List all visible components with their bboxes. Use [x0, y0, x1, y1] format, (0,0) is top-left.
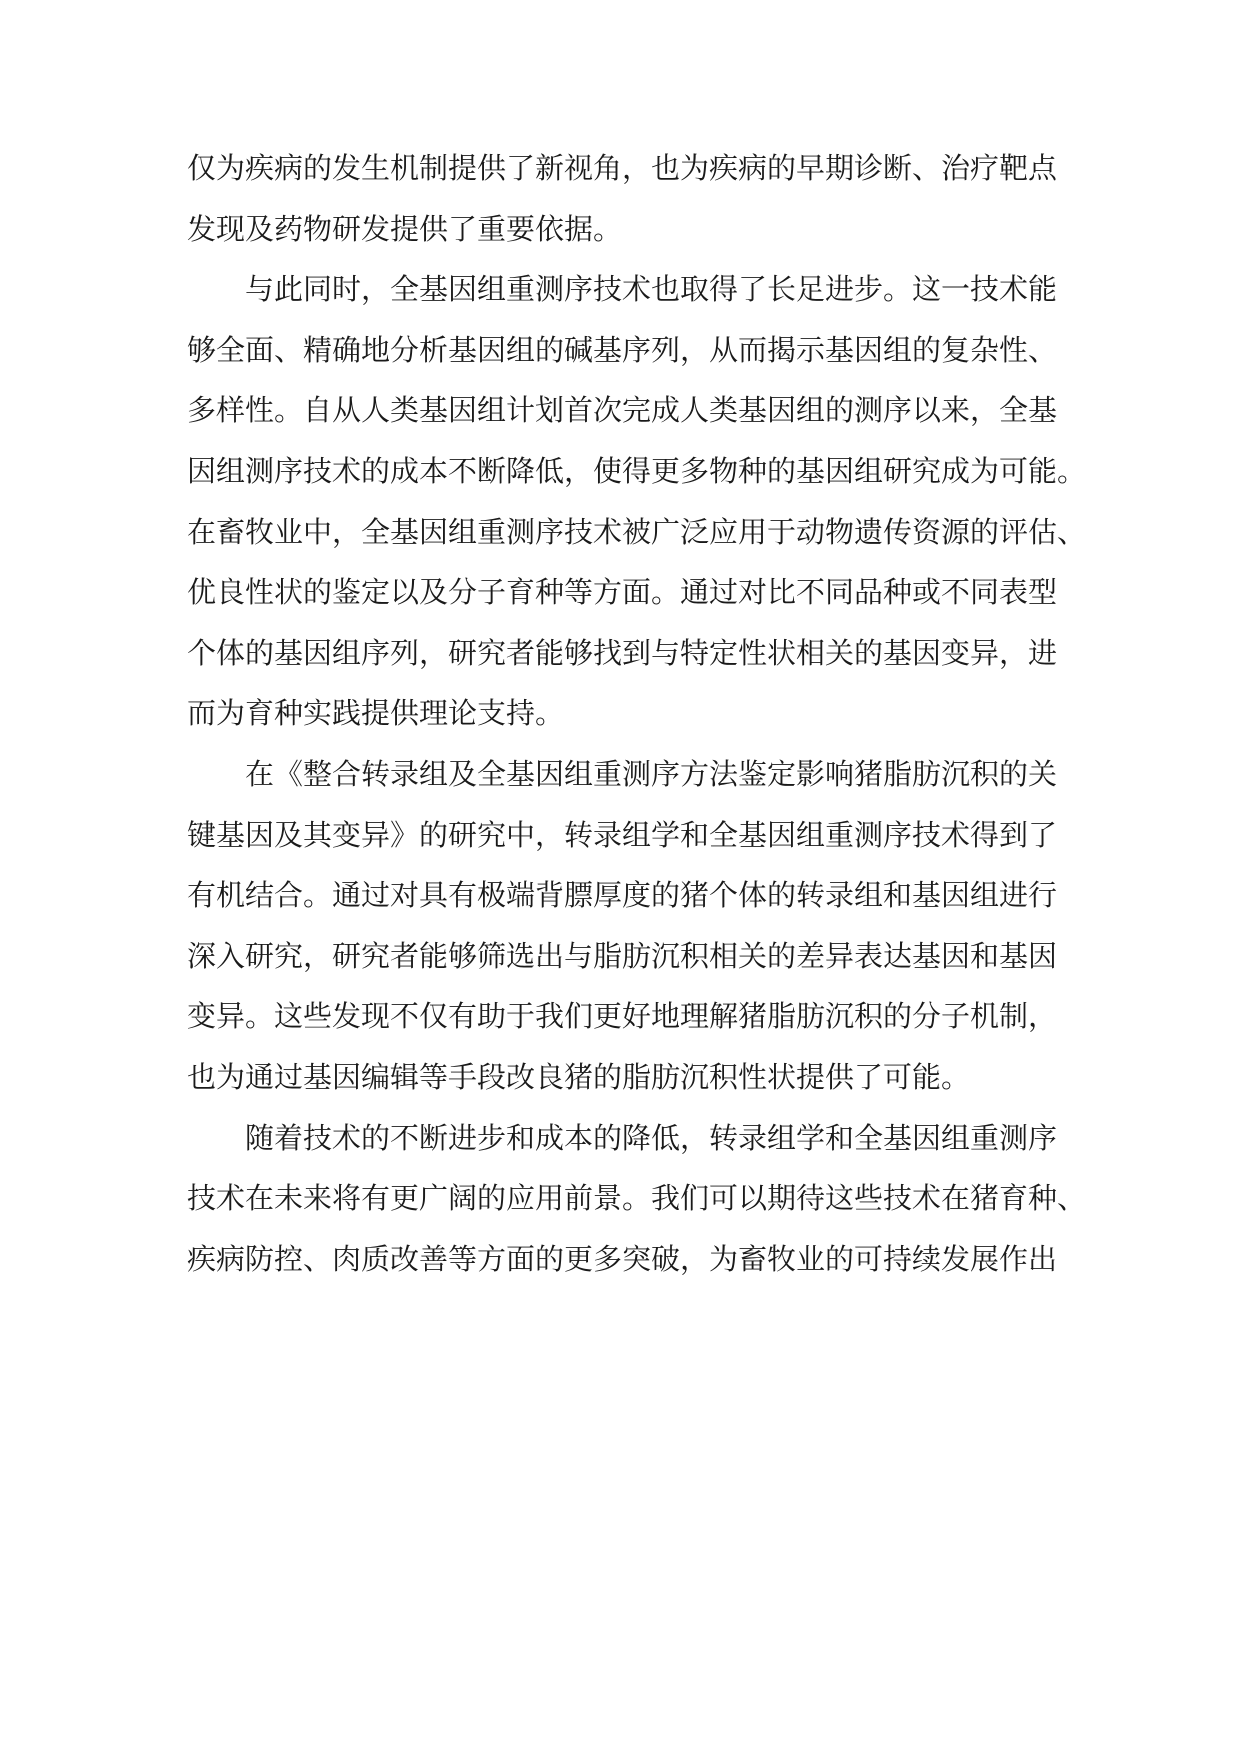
paragraph-line: 多样性。自从人类基因组计划首次完成人类基因组的测序以来，全基 [187, 393, 1058, 428]
paragraph-line: 仅为疾病的发生机制提供了新视角，也为疾病的早期诊断、治疗靶点 [187, 151, 1058, 185]
paragraph-line: 与此同时，全基因组重测序技术也取得了长足进步。这一技术能 [245, 272, 1058, 307]
paragraph-line: 也为通过基因编辑等手段改良猪的脂肪沉积性状提供了可能。 [187, 1059, 971, 1094]
paragraph-line: 而为育种实践提供理论支持。 [187, 696, 565, 731]
paragraph-line: 优良性状的鉴定以及分子育种等方面。通过对比不同品种或不同表型 [187, 575, 1058, 610]
paragraph-line: 个体的基因组序列，研究者能够找到与特定性状相关的基因变异，进 [187, 635, 1058, 670]
paragraph-line: 深入研究，研究者能够筛选出与脂肪沉积相关的差异表达基因和基因 [187, 938, 1058, 973]
paragraph-line: 技术在未来将有更广阔的应用前景。我们可以期待这些技术在猪育种、 [187, 1181, 1087, 1216]
paragraph-line: 在畜牧业中，全基因组重测序技术被广泛应用于动物遗传资源的评估、 [187, 514, 1087, 549]
paragraph-line: 随着技术的不断进步和成本的降低，转录组学和全基因组重测序 [245, 1120, 1058, 1155]
paragraph-line: 键基因及其变异》的研究中，转录组学和全基因组重测序技术得到了 [187, 817, 1058, 852]
paragraph-line: 因组测序技术的成本不断降低，使得更多物种的基因组研究成为可能。 [187, 453, 1087, 488]
paragraph-line: 在《整合转录组及全基因组重测序方法鉴定影响猪脂肪沉积的关 [245, 756, 1058, 791]
paragraph-line: 疾病防控、肉质改善等方面的更多突破，为畜牧业的可持续发展作出 [187, 1241, 1058, 1276]
paragraph-line: 发现及药物研发提供了重要依据。 [187, 211, 623, 246]
body-text [187, 138, 1087, 1289]
paragraph-line: 够全面、精确地分析基因组的碱基序列，从而揭示基因组的复杂性、 [187, 332, 1058, 367]
paragraph-line: 有机结合。通过对具有极端背膘厚度的猪个体的转录组和基因组进行 [187, 878, 1058, 913]
paragraph-line: 变异。这些发现不仅有助于我们更好地理解猪脂肪沉积的分子机制， [187, 999, 1058, 1034]
